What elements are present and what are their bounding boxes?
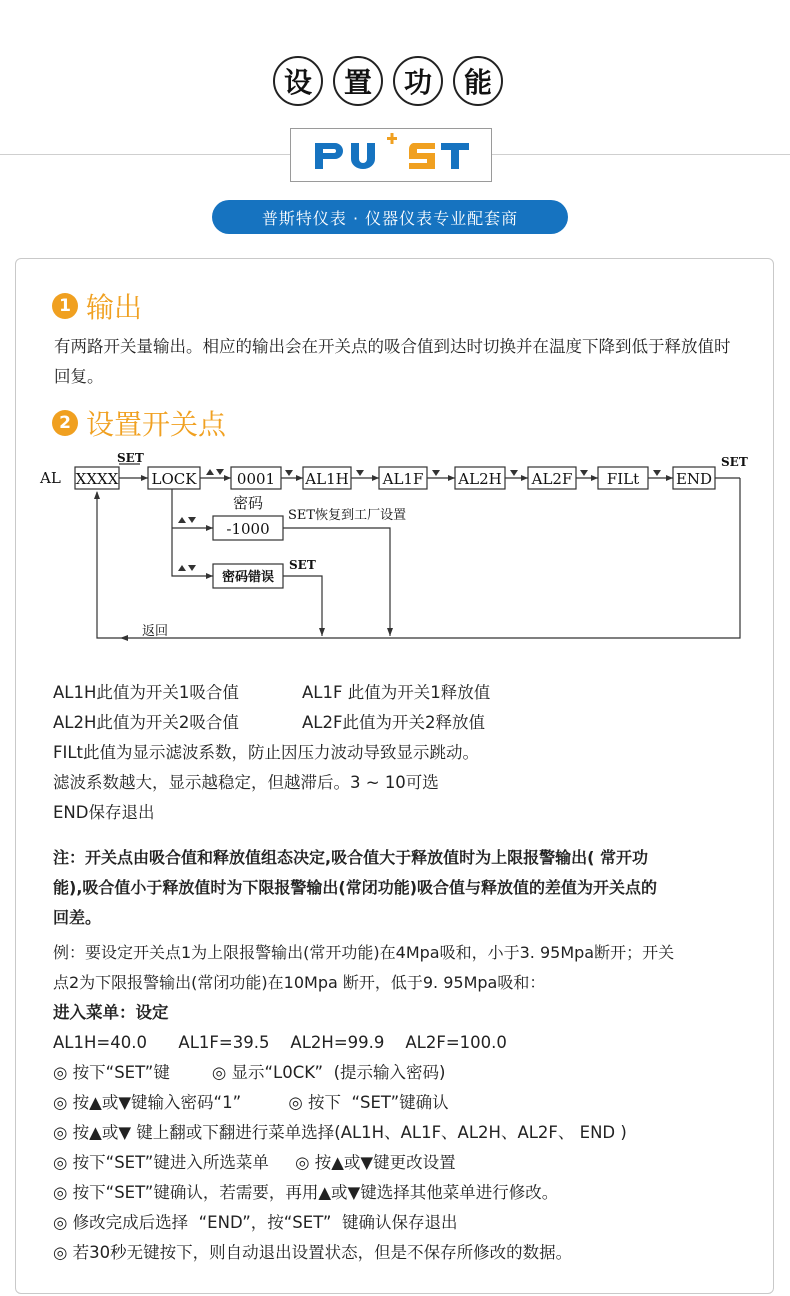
title-char: 功 [393,56,443,106]
example-line: 例：要设定开关点1为上限报警输出(常开功能)在4Mpa吸和，小于3. 95Mpa断开；开关 [53,943,675,962]
page-title [273,56,517,108]
section-title: 输出 [86,291,143,324]
step-line: ◎ 若30秒无键按下，则自动退出设置状态，但是不保存所修改的数据。 [53,1243,573,1262]
title-char: 置 [333,56,383,106]
slogan-banner: 普斯特仪表 · 仪器仪表专业配套商 [212,200,568,234]
step-line: ◎ 修改完成后选择 “END”，按“SET” 键确认保存退出 [53,1213,458,1232]
title-char: 设 [273,56,323,106]
menu-box-label: AL2H [458,470,502,488]
desc-line: FILt此值为显示滤波系数，防止因压力波动导致显示跳动。 [53,743,480,762]
menu-box-label: AL1F [382,470,424,488]
note-line: 注：开关点由吸合值和释放值组态决定,吸合值大于释放值时为上限报警输出( 常开功 [53,848,648,867]
back-label: 返回 [142,624,169,639]
menu-box-label: XXXX [75,470,119,488]
example-values: AL1H=40.0 AL1F=39.5 AL2H=99.9 AL2F=100.0 [53,1033,507,1052]
desc-line: AL1F 此值为开关1释放值 [302,683,491,702]
title-char: 能 [453,56,503,106]
step-line: ◎ 按下“SET”键进入所选菜单 ◎ 按▲或▼键更改设置 [53,1153,456,1172]
diagram-al-label: AL [40,469,61,487]
desc-line: AL1H此值为开关1吸合值 [53,683,239,702]
step-line: ◎ 按下“SET”键 ◎ 显示“L0CK” (提示输入密码) [53,1063,446,1082]
section-number: 2 [52,410,78,436]
desc-line: AL2F此值为开关2释放值 [302,713,485,732]
note-line: 回差。 [53,908,102,927]
reset-note: SET恢复到工厂设置 [288,508,407,523]
section-heading-output [52,286,142,326]
set-label: SET [721,455,748,469]
brand-logo [290,128,492,182]
desc-line: END保存退出 [53,803,155,822]
section-heading-setpoint [52,403,226,443]
menu-box-label: FILt [606,470,640,488]
menu-box-label: 0001 [236,470,276,488]
password-label: 密码 [232,494,264,512]
menu-box-label: END [675,470,713,488]
set-label: SET [117,451,144,465]
menu-flow-diagram [0,448,790,648]
set-label: SET [289,558,316,572]
section-body: 有两路开关量输出。相应的输出会在开关点的吸合值到达时切换并在温度下降到低于释放值时回复。 [54,337,731,386]
step-line: ◎ 按▲或▼键输入密码“1” ◎ 按下 “SET”键确认 [53,1093,449,1112]
pust-logo-icon [291,129,491,181]
example-menu-heading: 进入菜单：设定 [53,1003,169,1022]
reset-value: -1000 [226,520,270,538]
step-line: ◎ 按▲或▼ 键上翻或下翻进行菜单选择(AL1H、AL1F、AL2H、AL2F、 END ) [53,1123,627,1142]
desc-line: AL2H此值为开关2吸合值 [53,713,239,732]
menu-box-label: AL2F [531,470,573,488]
menu-box-label: AL1H [305,470,349,488]
desc-line: 滤波系数越大，显示越稳定，但越滞后。3 ~ 10可选 [53,773,439,792]
wrong-password-label: 密码错误 [221,570,275,585]
note-line: 能),吸合值小于释放值时为下限报警输出(常闭功能)吸合值与释放值的差值为开关点的 [53,878,658,897]
menu-box-label: LOCK [151,470,197,488]
section-number: 1 [52,293,78,319]
step-line: ◎ 按下“SET”键确认，若需要，再用▲或▼键选择其他菜单进行修改。 [53,1183,559,1202]
example-line: 点2为下限报警输出(常闭功能)在10Mpa 断开，低于9. 95Mpa吸和： [53,973,546,992]
section-title: 设置开关点 [86,408,227,441]
